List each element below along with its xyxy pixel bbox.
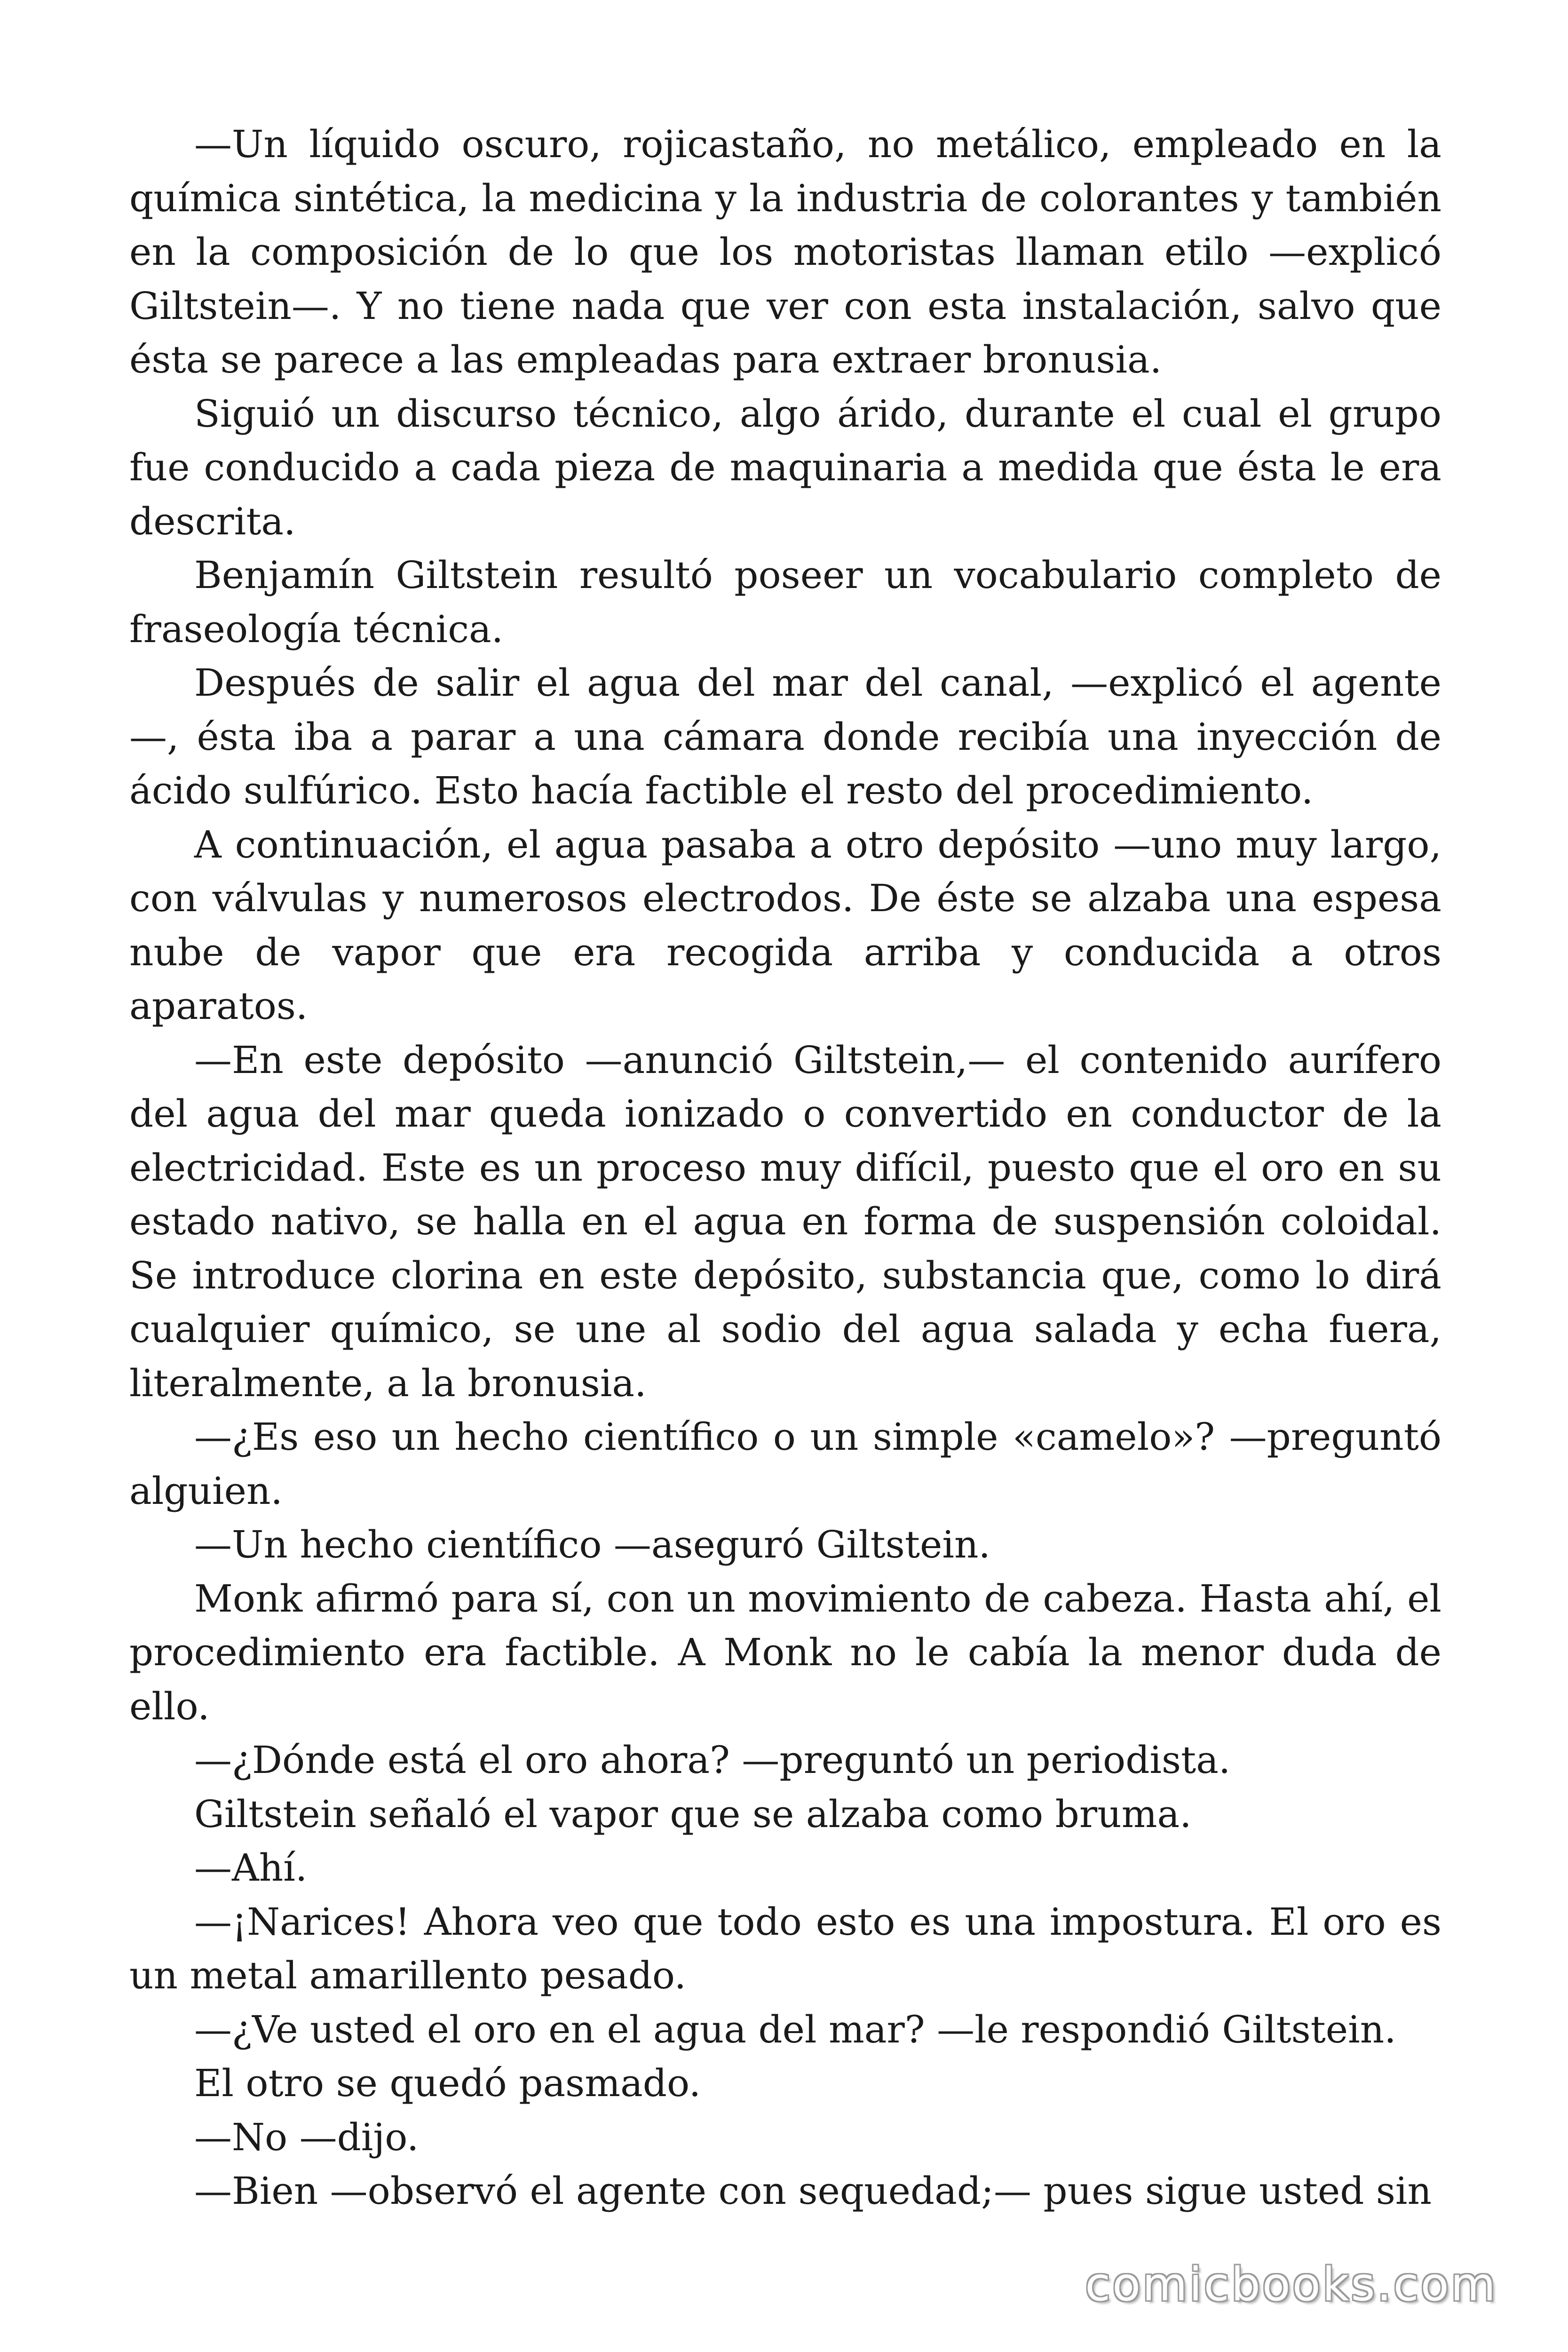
- paragraph-2: Siguió un discurso técnico, algo árido, durante el cual el grupo fue conducido a cada pieza de maquinaria a medida que ésta le era descrita.: [129, 391, 1441, 543]
- paragraph-17: —Bien —observó el agente con sequedad;— pues sigue usted sin: [194, 2169, 1432, 2213]
- paragraph-12: —Ahí.: [194, 1846, 308, 1890]
- paragraph-4: Después de salir el agua del mar del canal, —explicó el agente —, ésta iba a parar a una cámara donde recibía una inyección de ácido sulfúrico. Esto hacía factible el resto del procedimiento.: [129, 661, 1441, 812]
- paragraph-7: —¿Es eso un hecho científico o un simple «camelo»? —preguntó alguien.: [129, 1415, 1441, 1513]
- watermark: comicbooks.com: [1085, 2258, 1497, 2312]
- paragraph-11: Giltstein señaló el vapor que se alzaba como bruma.: [194, 1792, 1192, 1836]
- paragraph-1: —Un líquido oscuro, rojicastaño, no metálico, empleado en la química sintética, la medicina y la industria de colorantes y también en la composición de lo que los motoristas llaman etilo —explicó Giltstein—. Y no tiene nada que ver con esta instalación, salvo que ésta se parece a las empleadas para extraer bronusia.: [129, 122, 1441, 381]
- paragraph-5: A continuación, el agua pasaba a otro depósito —uno muy largo, con válvulas y numerosos electrodos. De éste se alzaba una espesa nube de vapor que era recogida arriba y conducida a otros aparatos.: [129, 822, 1441, 1028]
- paragraph-14: —¿Ve usted el oro en el agua del mar? —le respondió Giltstein.: [194, 2007, 1396, 2051]
- body-text: [129, 118, 1441, 2218]
- paragraph-13: —¡Narices! Ahora veo que todo esto es una impostura. El oro es un metal amarillento pesado.: [129, 1899, 1441, 1997]
- paragraph-3: Benjamín Giltstein resultó poseer un vocabulario completo de fraseología técnica.: [129, 553, 1441, 651]
- paragraph-9: Monk afirmó para sí, con un movimiento de cabeza. Hasta ahí, el procedimiento era factible. A Monk no le cabía la menor duda de ello.: [129, 1576, 1441, 1728]
- paragraph-15: El otro se quedó pasmado.: [194, 2061, 701, 2105]
- paragraph-10: —¿Dónde está el oro ahora? —preguntó un periodista.: [194, 1738, 1231, 1782]
- paragraph-6: —En este depósito —anunció Giltstein,— el contenido aurífero del agua del mar queda ionizado o convertido en conductor de la electricidad. Este es un proceso muy difícil, puesto que el oro en su estado nativo, se halla en el agua en forma de suspensión coloidal. Se introduce clorina en este depósito, substancia que, como lo dirá cualquier químico, se une al sodio del agua salada y echa fuera, literalmente, a la bronusia.: [129, 1038, 1441, 1405]
- paragraph-16: —No —dijo.: [194, 2115, 419, 2159]
- paragraph-8: —Un hecho científico —aseguró Giltstein.: [194, 1523, 990, 1566]
